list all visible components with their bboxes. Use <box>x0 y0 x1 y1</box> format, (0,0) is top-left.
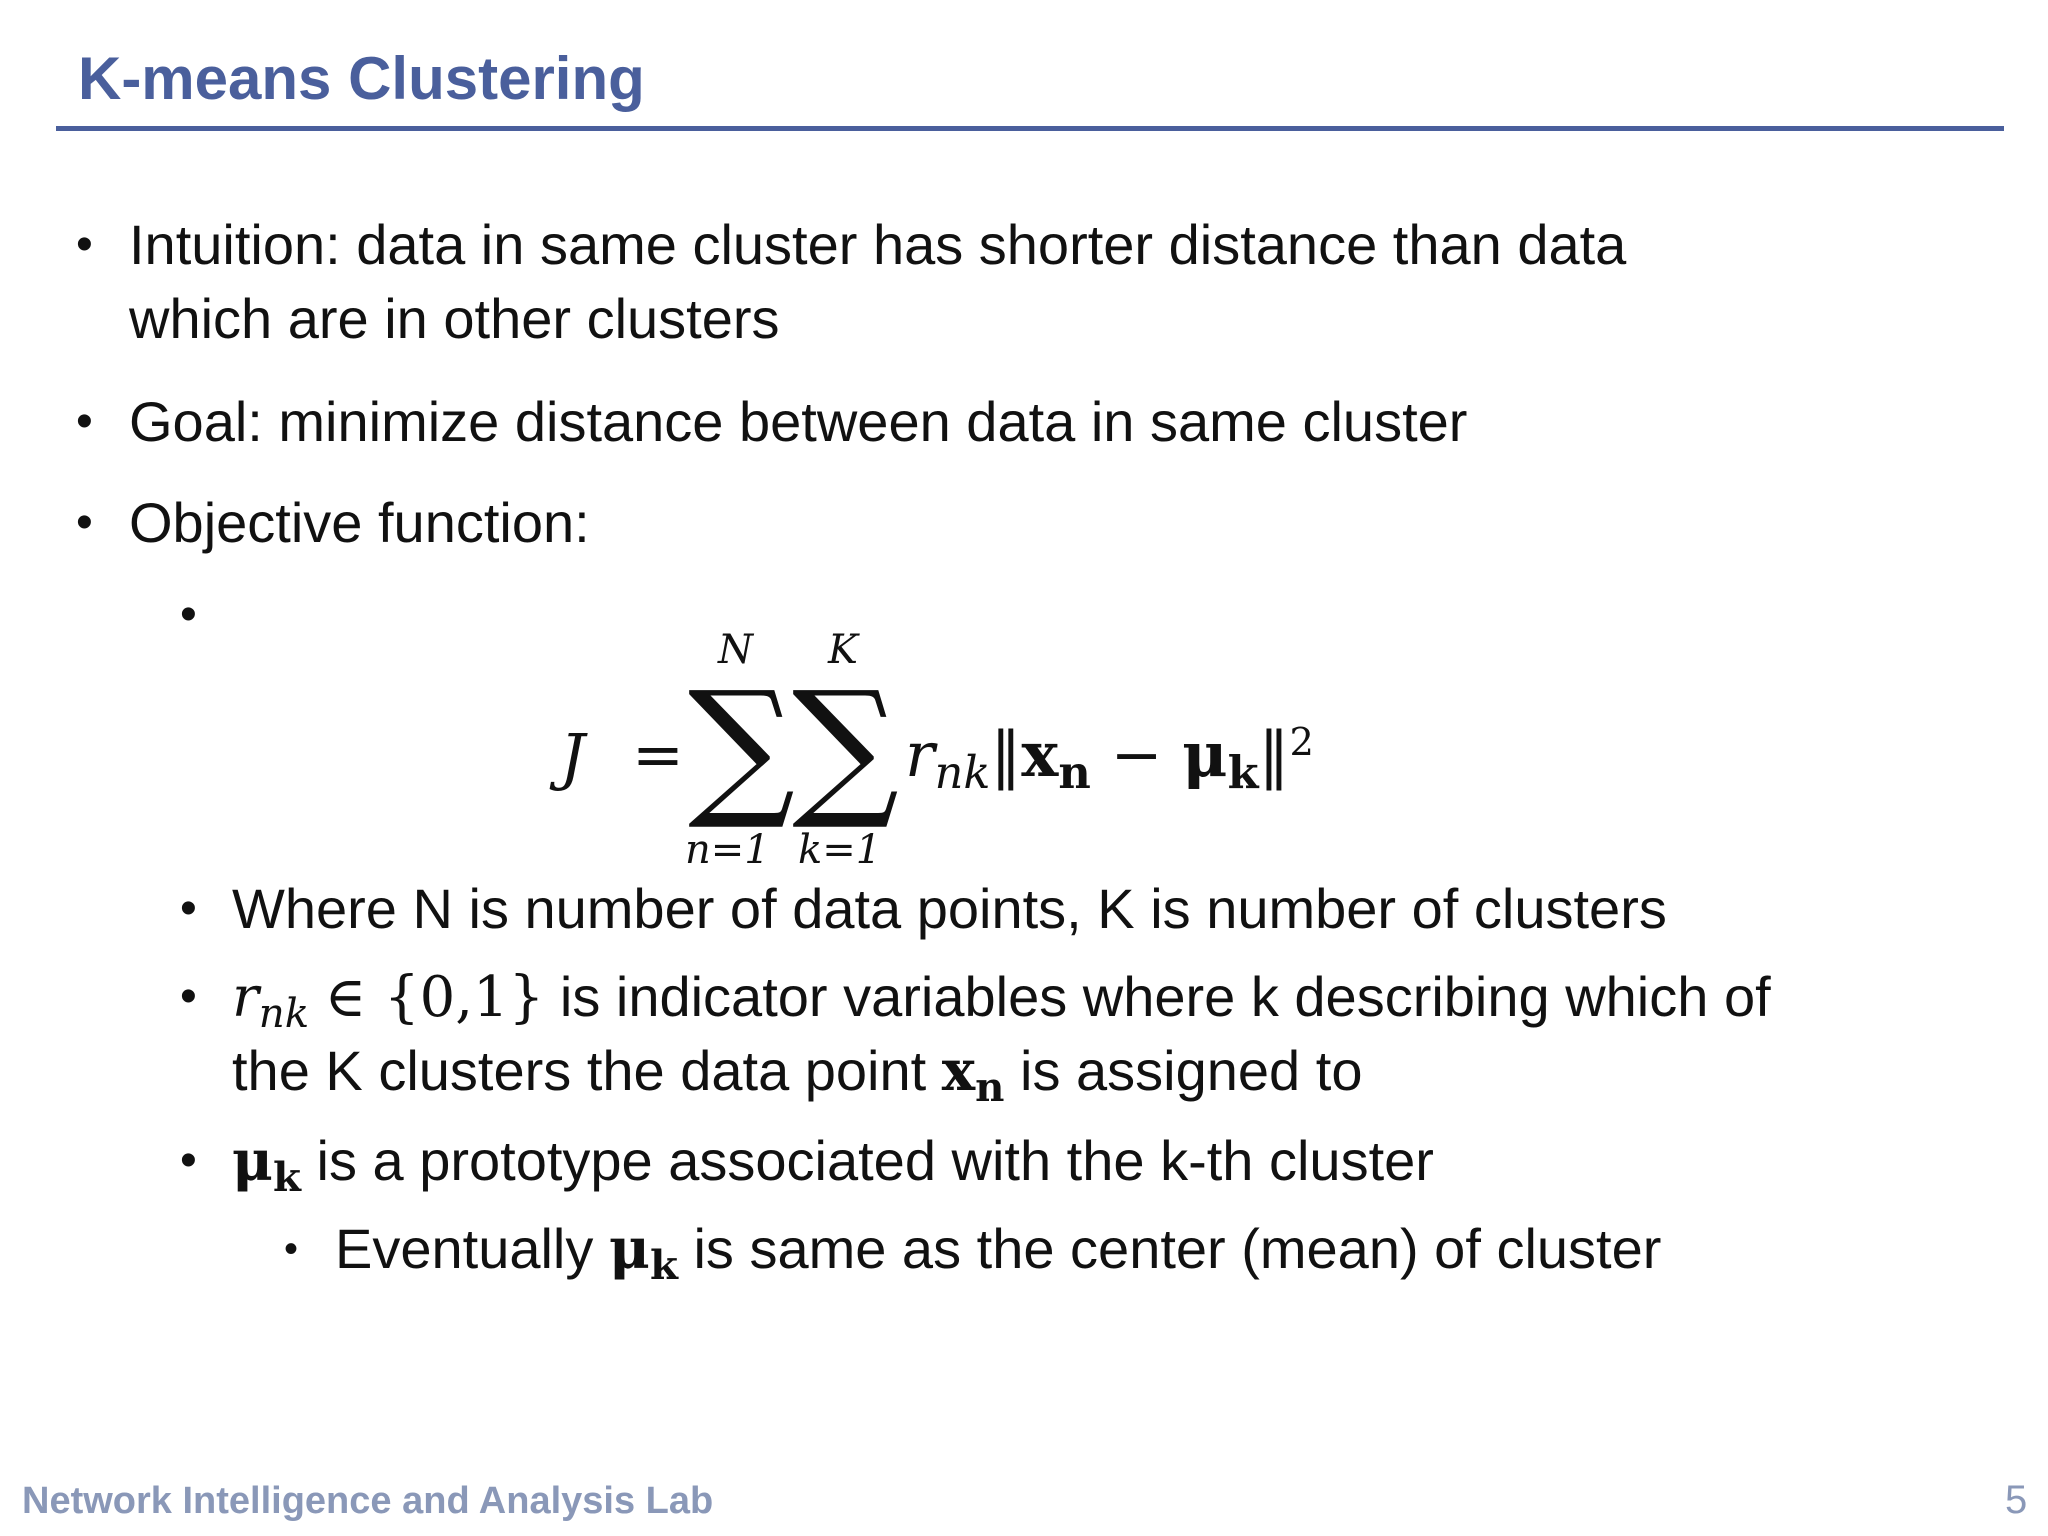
eventually-mu: μ <box>608 1216 650 1282</box>
bullet-intuition-line2: which are in other clusters <box>129 287 780 350</box>
bullet-where <box>0 872 2048 952</box>
formula-minus: − <box>1110 718 1163 791</box>
bullet-indicator-line1 <box>232 960 1771 1040</box>
eventually-text-b: is same as the center (mean) of cluster <box>693 1217 1662 1280</box>
indicator-x: x <box>941 1038 976 1104</box>
sum2-upper: K <box>828 627 858 673</box>
formula-x: x <box>1021 718 1059 791</box>
bullet-formula <box>0 578 300 658</box>
bullet-intuition-line1: Intuition: data in same cluster has shorter distance than data <box>129 213 1627 276</box>
formula-equals: = <box>632 718 684 791</box>
bullet-indicator <box>0 960 2048 1120</box>
sum1-upper: N <box>718 627 753 673</box>
slide-title: K-means Clustering <box>78 45 645 112</box>
bullet-dot: • <box>284 1227 299 1271</box>
sum1-sigma: ∑ <box>688 660 796 834</box>
bullet-eventually <box>0 1212 2048 1292</box>
indicator-text: is indicator variables where k describing which of <box>559 965 1771 1028</box>
formula-r-sub: nk <box>934 747 991 800</box>
bullet-eventually-text <box>335 1212 1661 1291</box>
bullet-dot: • <box>180 970 197 1023</box>
sum1-lower: n=1 <box>685 827 770 873</box>
bullet-dot: • <box>180 1134 197 1187</box>
bullet-prototype <box>0 1124 2048 1204</box>
bullet-objective-text: Objective function: <box>129 491 590 554</box>
formula-term <box>905 718 1314 800</box>
bullet-intuition <box>0 208 2048 368</box>
sum2-sigma: ∑ <box>792 660 900 834</box>
formula-mu: μ <box>1182 718 1228 791</box>
formula-norm-open: ‖ <box>990 718 1022 791</box>
eventually-text-a: Eventually <box>335 1217 594 1280</box>
bullet-where-text: Where N is number of data points, K is number of clusters <box>232 877 1667 940</box>
formula-x-sub: n <box>1058 746 1091 800</box>
bullet-goal-text: Goal: minimize distance between data in same cluster <box>129 390 1468 453</box>
indicator-r: r <box>232 965 259 1030</box>
prototype-mu-sub: k <box>273 1153 301 1202</box>
formula-mu-sub: k <box>1227 746 1259 800</box>
formula-norm-close: ‖ <box>1258 718 1290 791</box>
page-number: 5 <box>2005 1478 2028 1522</box>
formula-lhs: J <box>560 720 585 793</box>
prototype-mu: μ <box>232 1128 273 1194</box>
bullet-prototype-text <box>232 1124 1434 1203</box>
indicator-set: ∈ {0,1} <box>324 965 545 1030</box>
indicator-line2-b: is assigned to <box>1020 1039 1363 1102</box>
indicator-x-sub: n <box>975 1063 1005 1112</box>
prototype-text: is a prototype associated with the k-th cluster <box>316 1129 1434 1192</box>
bullet-objective <box>0 486 2048 566</box>
eventually-mu-sub: k <box>649 1241 678 1290</box>
bullet-dot: • <box>76 496 93 549</box>
bullet-dot: • <box>76 218 93 271</box>
footer-lab-name: Network Intelligence and Analysis Lab <box>22 1480 714 1522</box>
formula-power: 2 <box>1289 719 1314 765</box>
bullet-dot: • <box>180 588 197 641</box>
bullet-indicator-line2 <box>232 1034 1362 1113</box>
bullet-dot: • <box>180 882 197 935</box>
indicator-r-sub: nk <box>258 990 310 1038</box>
sum2-lower: k=1 <box>798 827 882 873</box>
bullet-goal <box>0 385 2048 465</box>
bullet-dot: • <box>76 395 93 448</box>
formula-r: r <box>905 718 935 791</box>
objective-formula <box>560 627 1360 873</box>
indicator-line2-a: the K clusters the data point <box>232 1039 927 1102</box>
title-underline <box>56 126 2004 131</box>
